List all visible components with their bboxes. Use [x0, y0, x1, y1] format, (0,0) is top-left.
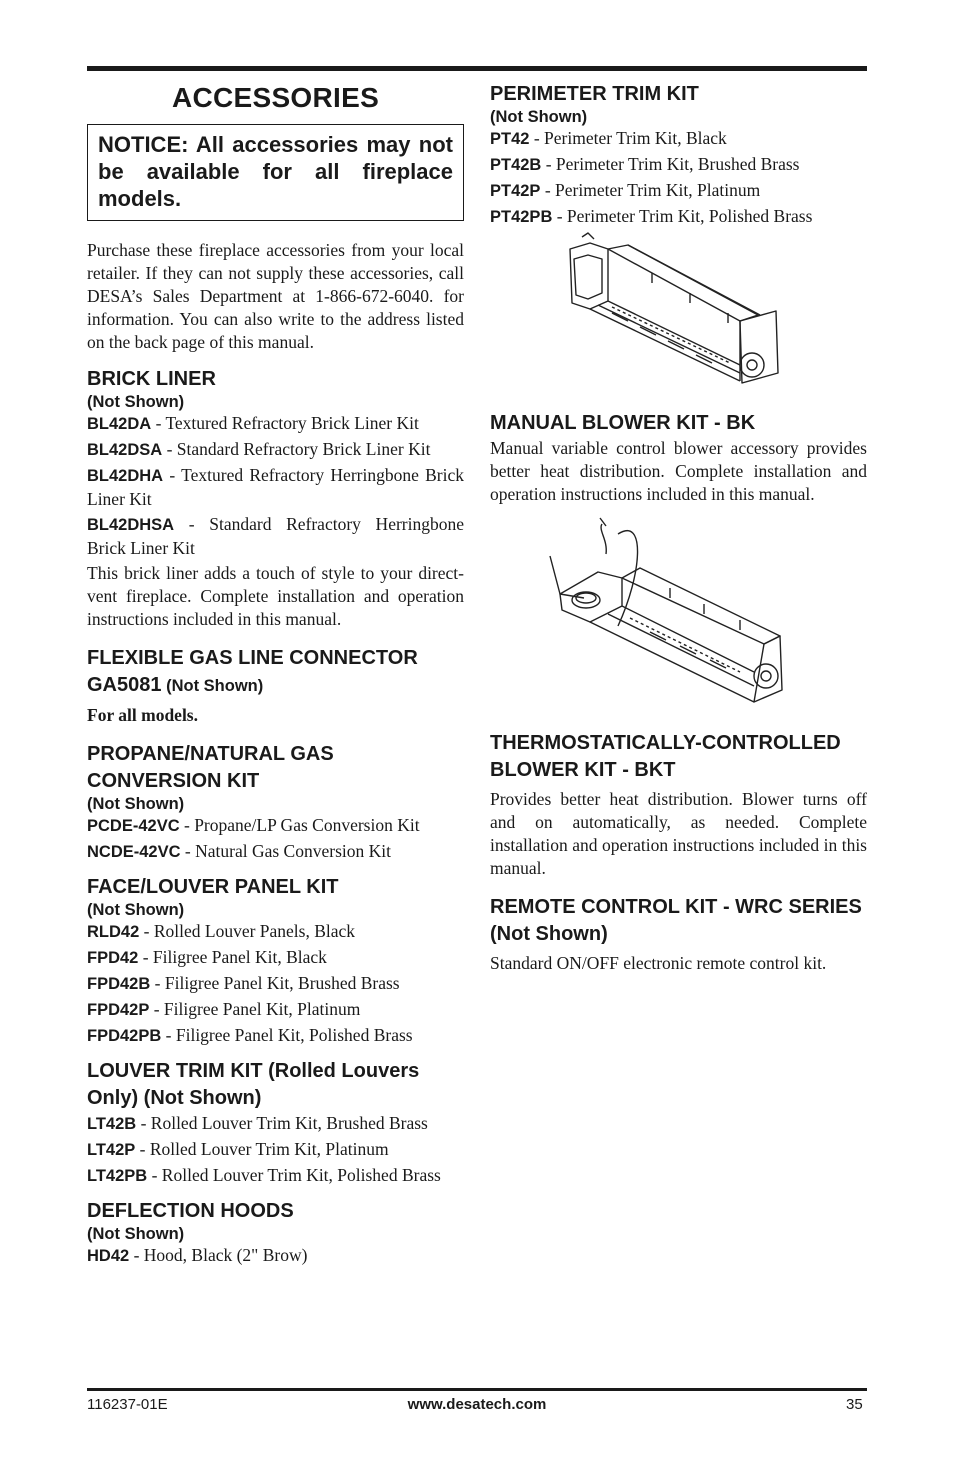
item-description: - Perimeter Trim Kit, Brushed Brass — [541, 154, 800, 174]
section-subheading: (Not Shown) — [87, 901, 185, 919]
section-heading: REMOTE CONTROL KIT - WRC SERIES (Not Shown) — [490, 896, 862, 945]
page-title: ACCESSORIES — [171, 82, 380, 113]
section-heading: PERIMETER TRIM KIT — [490, 83, 699, 105]
bottom-rule — [87, 1388, 867, 1391]
accessory-item — [87, 1112, 464, 1136]
accessory-item — [87, 920, 464, 944]
item-code: LT42PB — [87, 1167, 148, 1185]
section-brick-liner — [87, 366, 464, 631]
website-link[interactable]: www.desatech.com — [407, 1396, 547, 1413]
section-louver-trim — [87, 1058, 464, 1188]
top-rule — [87, 66, 867, 71]
item-code: BL42DHSA — [87, 516, 175, 534]
right-column — [490, 78, 867, 975]
item-description: - Rolled Louver Panels, Black — [139, 921, 356, 941]
accessory-item — [490, 179, 867, 203]
section-subheading: (Not Shown) — [490, 108, 588, 126]
section-heading: FLEXIBLE GAS LINE CONNECTOR — [87, 647, 418, 669]
item-code: FPD42B — [87, 975, 151, 993]
section-body: Manual variable control blower accessory provides better heat distribution. Complete installation and operation instructions included in this manual. — [490, 438, 867, 504]
accessory-item — [87, 972, 464, 996]
page-number: 35 — [846, 1396, 863, 1413]
item-code: LT42P — [87, 1141, 136, 1159]
item-list — [87, 1112, 464, 1188]
accessory-item — [490, 205, 867, 229]
item-list — [490, 127, 867, 229]
section-heading: LOUVER TRIM KIT (Rolled Louvers Only) (Not Shown) — [87, 1060, 420, 1109]
item-code: RLD42 — [87, 923, 140, 941]
item-list — [87, 412, 464, 560]
item-code: PT42B — [490, 156, 542, 174]
accessory-item — [87, 840, 464, 864]
item-code: BL42DSA — [87, 441, 163, 459]
item-description: - Perimeter Trim Kit, Platinum — [540, 180, 761, 200]
accessory-item — [87, 1024, 464, 1048]
item-code: PT42 — [490, 130, 530, 148]
section-subheading: (Not Shown) — [87, 795, 185, 813]
item-description: - Textured Refractory Brick Liner Kit — [151, 413, 419, 433]
section-heading: DEFLECTION HOODS — [87, 1200, 294, 1222]
doc-number: 116237-01E — [87, 1396, 168, 1413]
section-conversion — [87, 741, 464, 864]
accessory-item — [490, 153, 867, 177]
item-description: - Rolled Louver Trim Kit, Polished Brass — [147, 1165, 441, 1185]
accessory-item — [87, 946, 464, 970]
section-louver-panel — [87, 874, 464, 1048]
accessory-item — [87, 412, 464, 436]
item-description: - Filigree Panel Kit, Black — [138, 947, 327, 967]
item-description: - Filigree Panel Kit, Polished Brass — [161, 1025, 413, 1045]
item-list — [87, 920, 464, 1048]
item-code: PT42P — [490, 182, 541, 200]
item-code: BL42DA — [87, 415, 152, 433]
item-code: FPD42P — [87, 1001, 150, 1019]
section-hoods — [87, 1198, 464, 1268]
section-heading: MANUAL BLOWER KIT - BK — [490, 412, 756, 434]
item-code: NCDE-42VC — [87, 843, 181, 861]
section-note: For all models. — [87, 705, 198, 725]
section-gas-line — [87, 645, 464, 727]
item-description: - Propane/LP Gas Conversion Kit — [179, 815, 420, 835]
item-description: - Filigree Panel Kit, Brushed Brass — [150, 973, 400, 993]
item-code: FPD42PB — [87, 1027, 162, 1045]
item-description: - Hood, Black (2" Brow) — [129, 1245, 308, 1265]
accessory-item — [87, 464, 464, 511]
item-description: - Rolled Louver Trim Kit, Platinum — [135, 1139, 389, 1159]
blower-illustration-bk — [490, 231, 867, 406]
item-description: - Standard Refractory Herringbone Brick Liner Kit — [87, 514, 464, 558]
item-code: BL42DHA — [87, 467, 164, 485]
item-description: - Textured Refractory Herringbone Brick Liner Kit — [87, 465, 464, 509]
item-description: - Rolled Louver Trim Kit, Brushed Brass — [136, 1113, 428, 1133]
accessory-item — [87, 998, 464, 1022]
item-code: FPD42 — [87, 949, 139, 967]
accessory-item — [87, 438, 464, 462]
item-description: - Perimeter Trim Kit, Black — [529, 128, 727, 148]
accessory-item — [87, 1244, 464, 1268]
section-heading: THERMOSTATICALLY-CONTROLLED BLOWER KIT - BKT — [490, 732, 841, 781]
item-code: PCDE-42VC — [87, 817, 180, 835]
section-code-line — [87, 672, 464, 700]
item-description: - Filigree Panel Kit, Platinum — [149, 999, 361, 1019]
section-subheading: (Not Shown) — [87, 1225, 185, 1243]
section-body: Provides better heat distribution. Blower turns off and on automatically, as needed. Complete installation and operation instructions included in this manual. — [490, 789, 867, 878]
item-description: - Natural Gas Conversion Kit — [180, 841, 391, 861]
accessory-item — [87, 1138, 464, 1162]
left-column — [87, 78, 464, 1270]
item-code: GA5081 — [87, 674, 162, 696]
accessory-item — [87, 814, 464, 838]
section-subheading: (Not Shown) — [161, 677, 264, 695]
item-list — [87, 814, 464, 864]
blower-illustration-bkt — [490, 506, 867, 726]
item-code: HD42 — [87, 1247, 130, 1265]
item-description: - Standard Refractory Brick Liner Kit — [162, 439, 431, 459]
section-subheading: (Not Shown) — [87, 393, 185, 411]
accessory-item — [87, 1164, 464, 1188]
section-note: This brick liner adds a touch of style to your direct-vent fireplace. Complete installation and operation instructions included in this manual. — [87, 563, 464, 629]
item-code: LT42B — [87, 1115, 137, 1133]
section-heading: FACE/LOUVER PANEL KIT — [87, 876, 339, 898]
section-heading: PROPANE/NATURAL GAS CONVERSION KIT — [87, 743, 334, 792]
accessory-item — [87, 513, 464, 560]
section-heading: BRICK LINER — [87, 368, 216, 390]
intro-paragraph: Purchase these fireplace accessories from your local retailer. If they can not supply these accessories, call DESA’s Sales Department at 1-866-672-6040. for information. You can also write to the address listed on the back page of this manual. — [87, 240, 464, 352]
accessory-item — [490, 127, 867, 151]
item-list — [87, 1244, 464, 1268]
section-body: Standard ON/OFF electronic remote control kit. — [490, 953, 827, 973]
item-code: PT42PB — [490, 208, 553, 226]
notice-box: NOTICE: All accessories may not be available for all fireplace models. — [87, 124, 464, 221]
item-description: - Perimeter Trim Kit, Polished Brass — [552, 206, 813, 226]
